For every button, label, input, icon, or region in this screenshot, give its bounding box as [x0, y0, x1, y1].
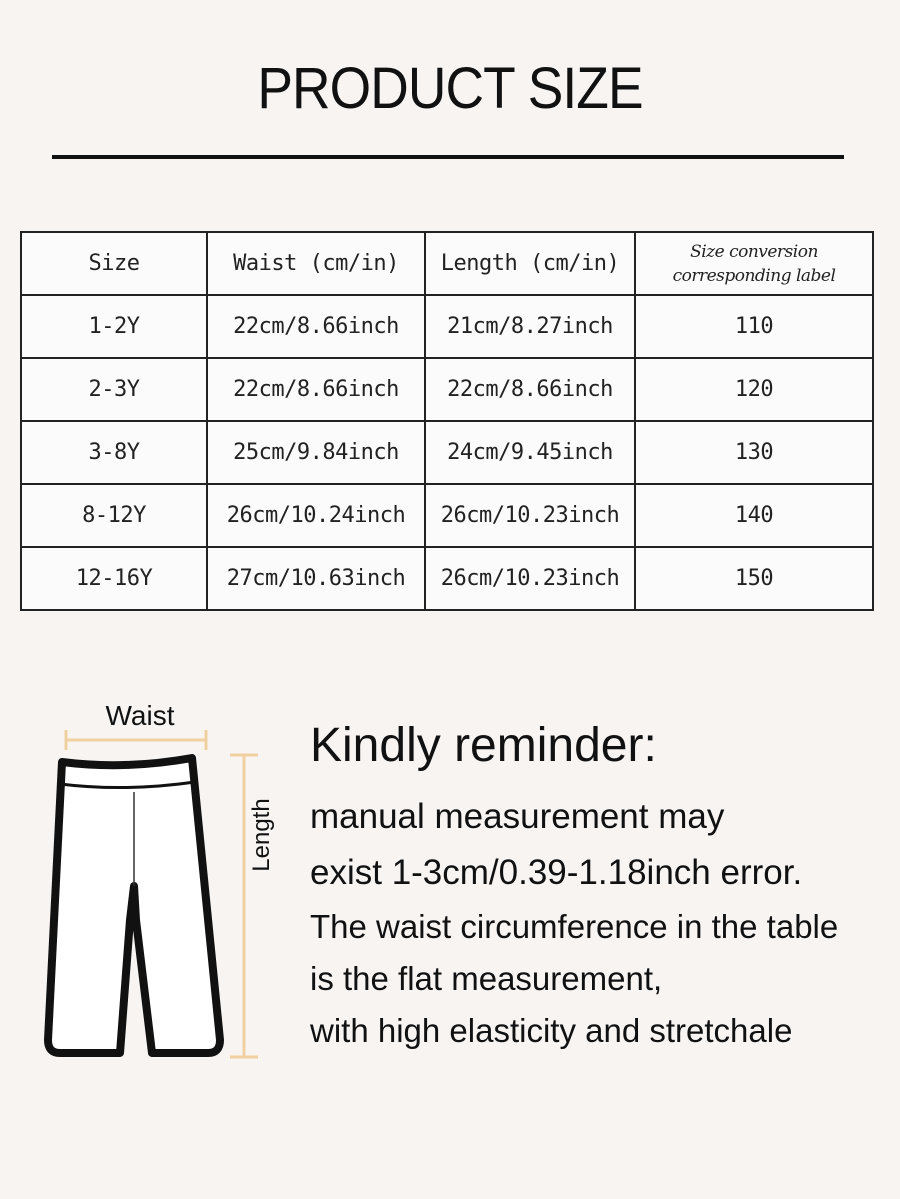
- cell-length: 22cm/8.66inch: [425, 358, 635, 421]
- cell-label: 120: [635, 358, 873, 421]
- cell-length: 24cm/9.45inch: [425, 421, 635, 484]
- cell-waist: 22cm/8.66inch: [207, 295, 425, 358]
- cell-length: 26cm/10.23inch: [425, 547, 635, 610]
- reminder-line: manual measurement may: [310, 797, 725, 836]
- table-row: [21, 421, 873, 484]
- cell-size: 8-12Y: [21, 484, 207, 547]
- table-header-row: [21, 232, 873, 295]
- table-row: [21, 295, 873, 358]
- page-title: PRODUCT SIZE: [257, 56, 643, 121]
- cell-length: 21cm/8.27inch: [425, 295, 635, 358]
- header-conversion: [635, 232, 873, 295]
- cell-size: 2-3Y: [21, 358, 207, 421]
- table-row: [21, 547, 873, 610]
- reminder-line: The waist circumference in the table: [310, 908, 839, 945]
- title-divider: [52, 155, 844, 159]
- cell-label: 110: [635, 295, 873, 358]
- cell-waist: 26cm/10.24inch: [207, 484, 425, 547]
- cell-size: 3-8Y: [21, 421, 207, 484]
- reminder-line: with high elasticity and stretchale: [310, 1012, 793, 1049]
- reminder-line: exist 1-3cm/0.39-1.18inch error.: [310, 853, 803, 892]
- cell-waist: 22cm/8.66inch: [207, 358, 425, 421]
- cell-size: 1-2Y: [21, 295, 207, 358]
- waist-measure-line: [66, 730, 206, 750]
- header-conversion-line1: Size conversion: [690, 241, 818, 262]
- reminder-line: is the flat measurement,: [310, 960, 663, 997]
- cell-label: 130: [635, 421, 873, 484]
- header-waist: Waist (cm/in): [207, 232, 425, 295]
- length-label: Length: [248, 798, 275, 872]
- cell-waist: 25cm/9.84inch: [207, 421, 425, 484]
- header-conversion-line2: corresponding label: [672, 265, 836, 286]
- cell-label: 140: [635, 484, 873, 547]
- reminder-title: Kindly reminder:: [310, 719, 657, 772]
- shorts-diagram: [30, 700, 290, 1070]
- cell-size: 12-16Y: [21, 547, 207, 610]
- header-length: Length (cm/in): [425, 232, 635, 295]
- size-table: [20, 231, 874, 611]
- header-size: Size: [21, 232, 207, 295]
- table-row: [21, 358, 873, 421]
- cell-label: 150: [635, 547, 873, 610]
- cell-waist: 27cm/10.63inch: [207, 547, 425, 610]
- waist-label: Waist: [105, 700, 175, 731]
- table-row: [21, 484, 873, 547]
- cell-length: 26cm/10.23inch: [425, 484, 635, 547]
